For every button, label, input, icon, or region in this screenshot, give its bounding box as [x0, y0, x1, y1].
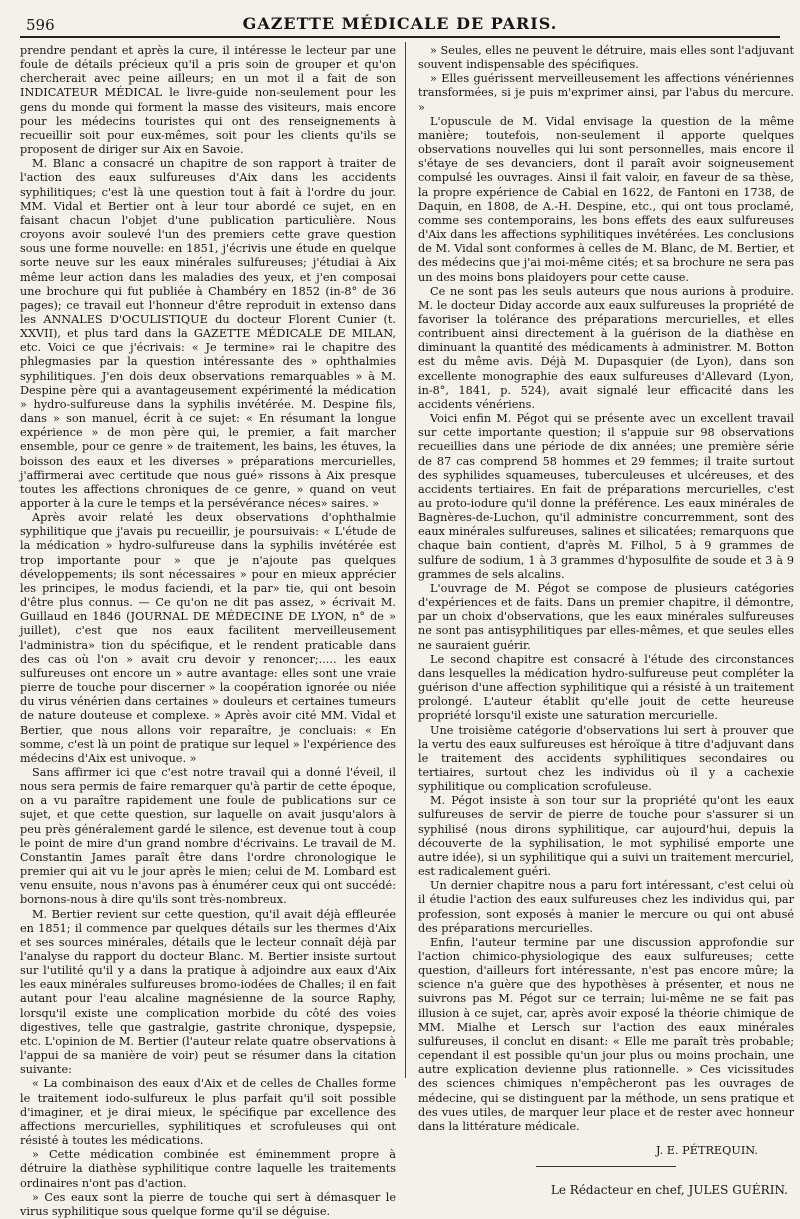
- paragraph: L'ouvrage de M. Pégot se compose de plusieurs catégories d'expériences et de faits. Dans un premier chapitre, il démontre, par un choix d'observations, que les eaux minérales sulfureuses ne sont pas antisyphilitiques par elles-mêmes, et que seules elles ne sauraient guérir.: [418, 581, 794, 652]
- paragraph: » Seules, elles ne peuvent le détruire, mais elles sont l'adjuvant souvent indispensable des spécifiques.: [418, 44, 794, 72]
- paragraph: Une troisième catégorie d'observations lui sert à prouver que la vertu des eaux sulfureuses est héroïque à titre d'adjuvant dans le traitement des accidents syphilitiques secondaires ou tertiaires, surtout chez les individus où il y a cachexie syphilitique ou complication scrofuleuse.: [418, 723, 794, 794]
- paragraph: Un dernier chapitre nous a paru fort intéressant, c'est celui où il étudie l'action des eaux sulfureuses chez les individus qui, par profession, sont exposés à manier le mercure ou qui ont abusé des préparations mercurielles.: [418, 879, 794, 935]
- journal-title: GAZETTE MÉDICALE DE PARIS.: [242, 14, 558, 33]
- paragraph: Voici enfin M. Pégot qui se présente avec un excellent travail sur cette importante question; il s'appuie sur 98 observations recueillies dans une période de dix années; une première série de 87 cas comprend 58 hommes et 29 femmes; il traite surtout des syphilides squameuses, tuberculeuses et ulcéreuses, et des accidents tertiaires. En fait de préparations mercurielles, c'est au proto-iodure qu'il donne la préférence. Les eaux minérales de Bagnères-de-Luchon, qu'il administre concurremment, sont des eaux minérales sulfureuses, salines et silicatées; remarquons que chaque bain contient, d'après M. Filhol, 5 à 9 grammes de sulfure de sodium, 1 à 3 grammes d'hyposulfite de soude et 3 à 9 grammes de sels alcalins.: [418, 412, 794, 581]
- author-signature: J. E. PÉTREQUIN.: [656, 1144, 758, 1158]
- page-header: [20, 8, 780, 38]
- paragraph: » Ces eaux sont la pierre de touche qui sert à démasquer le virus syphilitique sous quelque forme qu'il se déguise.: [20, 1190, 396, 1218]
- paragraph: « La combinaison des eaux d'Aix et de celles de Challes forme le traitement iodo-sulfureux le plus parfait qu'il soit possible d'imaginer, et je dirai mieux, le spécifique par excellence des affections mercurielles, syphilitiques et scrofuleuses qui ont résisté à toutes les médications.: [20, 1077, 396, 1148]
- section-rule: [536, 1166, 676, 1167]
- paragraph: Sans affirmer ici que c'est notre travail qui a donné l'éveil, il nous sera permis de faire remarquer qu'à partir de cette époque, on a vu paraître rapidement une foule de publications sur ce sujet, et que cette question, sur laquelle on avait jusqu'alors à peu près généralement gardé le silence, est devenue tout à coup le point de mire d'un grand nombre d'écrivains. Le travail de M. Constantin James paraît être dans l'ordre chronologique le premier qui ait vu le jour après le mien; celui de M. Lombard est venu ensuite, nous n'avons pas à énumérer ceux qui ont succédé: bornons-nous à dire qu'ils sont très-nombreux.: [20, 765, 396, 907]
- paragraph: Le second chapitre est consacré à l'étude des circonstances dans lesquelles la médication hydro-sulfureuse peut compléter la guérison d'une affection syphilitique qui a résisté à un traitement prolongé. L'auteur établit qu'elle jouit de cette heureuse propriété lorsqu'il existe une saturation mercurielle.: [418, 652, 794, 723]
- right-column: [418, 44, 794, 1198]
- paragraph: M. Pégot insiste à son tour sur la propriété qu'ont les eaux sulfureuses de servir de pierre de touche pour s'assurer si un syphilisé (nous dirons syphilitique, car aujourd'hui, depuis la découverte de la syphilisation, le mot syphilisé emporte une autre idée), si un syphilitique qui a suivi un traitement mercuriel, est radicalement guéri.: [418, 794, 794, 879]
- editor-line: Le Rédacteur en chef, JULES GUÉRIN.: [550, 1183, 788, 1198]
- paragraph: » Cette médication combinée est éminemment propre à détruire la diathèse syphilitique contre laquelle les traitements ordinaires n'ont pas d'action.: [20, 1148, 396, 1190]
- paragraph: M. Blanc a consacré un chapitre de son rapport à traiter de l'action des eaux sulfureuses d'Aix dans les accidents syphilitiques; c'est là une question tout à fait à l'ordre du jour. MM. Vidal et Bertier ont à leur tour abordé ce sujet, en en faisant chacun l'objet d'une publication particulière. Nous croyons avoir soulevé l'un des premiers cette grave question sous une forme nouvelle: en 1851, j'écrivis une étude en quelque sorte neuve sur les eaux minérales sulfureuses; j'étudiai à Aix même leur action dans les maladies des yeux, et j'en composai une brochure qui fut publiée à Chambéry en 1852 (in-8° de 36 pages); ce travail eut l'honneur d'être reproduit in extenso dans les ANNALES D'OCULISTIQUE du docteur Florent Cunier (t. XXVII), et plus tard dans la GAZETTE MÉDICALE DE MILAN, etc. Voici ce que j'écrivais: « Je termine» rai le chapitre des phlegmasies par la question intéressante des » ophthalmies syphilitiques. J'en dois deux observations remarquables » à M. Despine père qui a avantageusement expérimenté la médication » hydro-sulfureuse dans la syphilis invétérée. M. Despine fils, dans » son manuel, écrit à ce sujet: « En résumant la longue expérience » de mon père qui, le premier, a fait marcher ensemble, pour ce genre » de traitement, les bains, les étuves, la boisson des eaux et les diverses » préparations mercurielles, j'affirmerai avec certitude que nous gué» rissons à Aix presque toutes les affections chroniques de ce genre, » quand on veut apporter à la cure le temps et la persévérance néces» saires. »: [20, 157, 396, 510]
- paragraph: L'opuscule de M. Vidal envisage la question de la même manière; toutefois, non-seulement il apporte quelques observations nouvelles qui lui sont personnelles, mais encore il s'étaye de ses devanciers, dont il paraît avoir soigneusement compulsé les ouvrages. Ainsi il fait valoir, en faveur de sa thèse, la propre expérience de Cabial en 1622, de Fantoni en 1738, de Daquin, en 1808, de A.-H. Despine, etc., qui ont tous proclamé, comme ses contemporains, les bons effets des eaux sulfureuses d'Aix dans les affections syphilitiques invétérées. Les conclusions de M. Vidal sont conformes à celles de M. Blanc, de M. Bertier, et des médecins que j'ai moi-même cités; et sa brochure ne sera pas un des moins bons plaidoyers pour cette cause.: [418, 114, 794, 284]
- paragraph: Enfin, l'auteur termine par une discussion approfondie sur l'action chimico-physiologique des eaux sulfureuses; cette question, d'ailleurs fort intéressante, n'est pas encore mûre; la science n'a guère que des hypothèses à présenter, et nous ne suivrons pas M. Pégot sur ce terrain; lui-même ne se fait pas illusion à ce sujet, car, après avoir exposé la théorie chimique de MM. Mialhe et Lersch sur l'action des eaux minérales sulfureuses, il conclut en disant: « Elle me paraît très probable; cependant il est possible qu'un jour plus ou moins prochain, une autre explication devienne plus rationnelle. » Ces vicissitudes des sciences chimiques n'empêcheront pas les ouvrages de médecine, qui se distinguent par la méthode, un sens pratique et des vues utiles, de marquer leur place et de rester avec honneur dans la littérature médicale.: [418, 935, 794, 1133]
- paragraph: Ce ne sont pas les seuls auteurs que nous aurions à produire. M. le docteur Diday accorde aux eaux sulfureuses la propriété de favoriser la tolérance des préparations mercurielles, et elles contribuent ainsi directement à la guérison de la diathèse en diminuant la quantité des médicaments à administrer. M. Botton est du même avis. Déjà M. Dupasquier (de Lyon), dans son excellente monographie des eaux sulfureuses d'Allevard (Lyon, in-8°, 1841, p. 524), avait signalé leur efficacité dans les accidents vénériens.: [418, 284, 794, 411]
- paragraph: Après avoir relaté les deux observations d'ophthalmie syphilitique que j'avais pu recueillir, je poursuivais: « L'étude de la médication » hydro-sulfureuse dans la syphilis invétérée est trop importante pour » que je n'ajoute pas quelques développements; ils sont nécessaires » pour en mieux apprécier les principes, le modus faciendi, et la par» tie, qui ont besoin d'être plus connus. — Ce qu'on ne dit pas assez, » écrivait M. Guillaud en 1846 (JOURNAL DE MÉDECINE DE LYON, n° de » juillet), c'est que nos eaux facilitent merveilleusement l'administra» tion du spécifique, et le rendent praticable dans des cas où l'on » avait cru devoir y renoncer;..... les eaux sulfureuses ont encore un » autre avantage: elles sont une vraie pierre de touche pour discerner » la coopération ignorée ou niée du virus vénérien dans certaines » douleurs et certaines tumeurs de nature douteuse et complexe. » Après avoir cité MM. Vidal et Bertier, que nous allons voir reparaître, je concluais: « En somme, c'est là un point de pratique sur lequel » l'expérience des médecins d'Aix est univoque. »: [20, 511, 396, 765]
- page-number: 596: [26, 16, 55, 34]
- column-divider: [405, 42, 406, 1078]
- paragraph: prendre pendant et après la cure, il intéresse le lecteur par une foule de détails précieux qu'il a pris soin de grouper et qu'on chercherait avec peine ailleurs; en un mot il a fait de son INDICATEUR MÉDICAL le livre-guide non-seulement pour les gens du monde qui forment la masse des visiteurs, mais encore pour les médecins touristes qui ont des renseignements à recueillir soit pour eux-mêmes, soit pour les clients qu'ils se proposent de diriger sur Aix en Savoie.: [20, 44, 396, 157]
- paragraph: » Elles guérissent merveilleusement les affections vénériennes transformées, si je puis m'exprimer ainsi, par l'abus du mercure. »: [418, 72, 794, 114]
- left-column: [20, 44, 396, 1218]
- paragraph: M. Bertier revient sur cette question, qu'il avait déjà effleurée en 1851; il commence par quelques détails sur les thermes d'Aix et ses sources minérales, détails que le lecteur connaît déjà par l'analyse du rapport du docteur Blanc. M. Bertier insiste surtout sur l'utilité qu'il y a dans la pratique à adjoindre aux eaux d'Aix les eaux minérales sulfureuses bromo-iodées de Challes; il en fait autant pour l'eau alcaline magnésienne de la source Raphy, lorsqu'il existe une complication morbide du côté des voies digestives, telle que gastralgie, gastrite chronique, dyspepsie, etc. L'opinion de M. Bertier (l'auteur relate quatre observations à l'appui de sa manière de voir) peut se résumer dans la citation suivante:: [20, 907, 396, 1077]
